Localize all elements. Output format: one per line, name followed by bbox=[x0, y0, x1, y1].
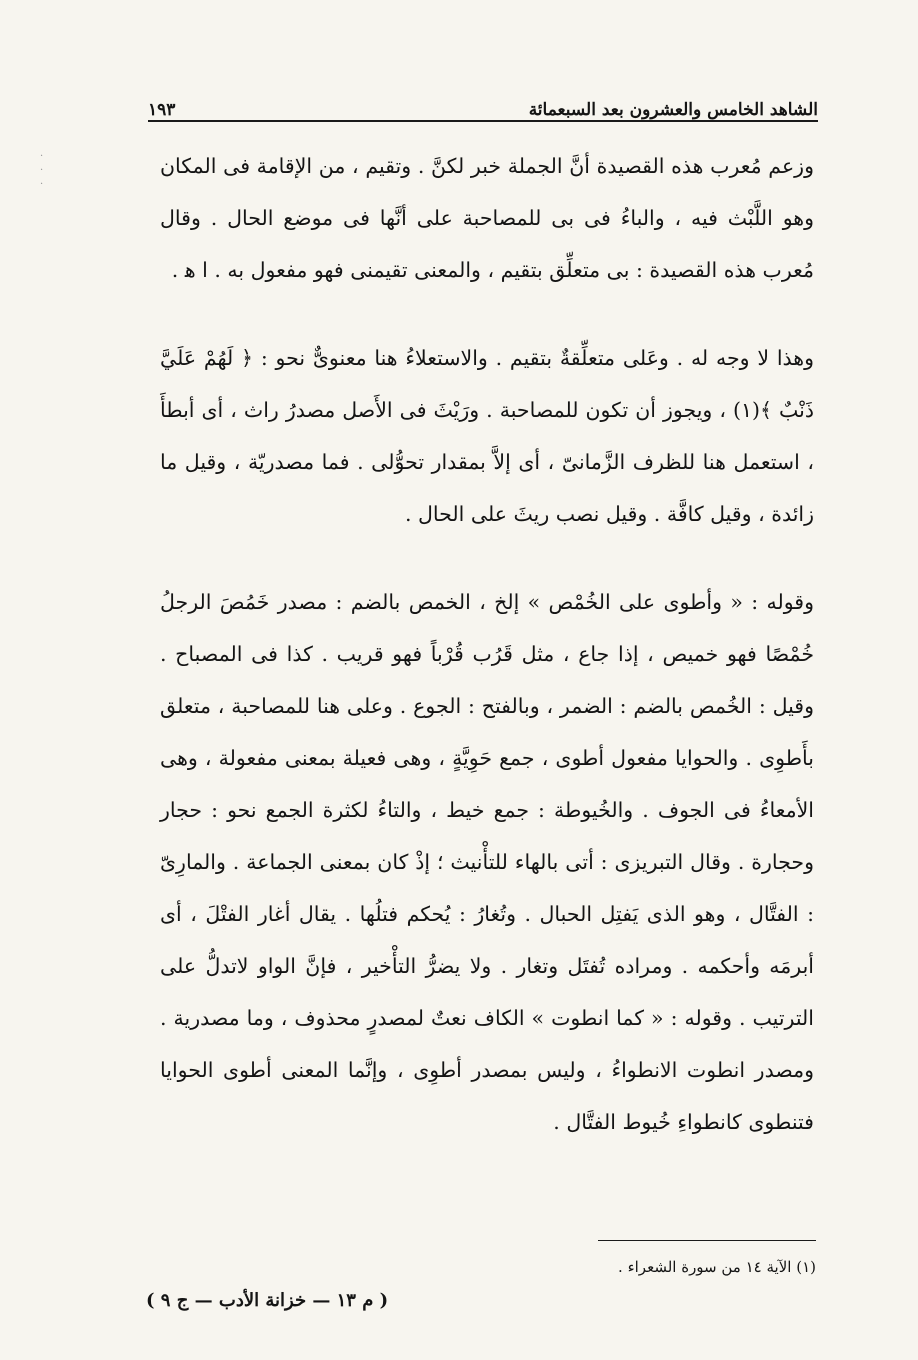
paragraph-2: وهذا لا وجه له . وعَلى متعلِّقةٌ بتقيم . والاستعلاءُ هنا معنوىٌّ نحو : ﴿ لَهُمْ عَلَيَّ ذَنْبٌ ﴾(١) ، ويجوز أن تكون للمصاحبة . ورَيْثَ فى الأَصل مصدرُ راث ، أى أبطأَ ، استعمل هنا للظرف الزَّمانىّ ، أى إلاَّ بمقدار تحوُّلى . فما مصدريّة ، وقيل ما زائدة ، وقيل كافَّة . وقيل نصب ريثَ على الحال . bbox=[160, 346, 814, 526]
page-header bbox=[148, 86, 818, 120]
footnote-rule bbox=[598, 1240, 816, 1241]
paragraph-3: وقوله : « وأطوى على الخُمْص » إلخ ، الخمص بالضم : مصدر خَمُصَ الرجلُ خُمْصًا فهو خميص ، إذا جاع ، مثل قَرُب قُرْباً فهو قريب . كذا فى المصباح . وقيل : الخُمص بالضم : الضمر ، وبالفتح : الجوع . وعلى هنا للمصاحبة ، متعلق بأَطوِى . والحوايا مفعول أطوى ، جمع حَوِيَّةٍ ، وهى فعيلة بمعنى مفعولة ، وهى الأمعاءُ فى الجوف . والخُيوطة : جمع خيط ، والتاءُ لكثرة الجمع نحو : حجار وحجارة . وقال التبريزى : أتى بالهاء للتأْنيث ؛ إذْ كان بمعنى الجماعة . والمارِىّ : الفتَّال ، وهو الذى يَفتِل الحبال . وتُغارُ : يُحكم فتلُها . يقال أغار الفتْلَ ، أى أبرمَه وأحكمه . ومراده تُفتَل وتغار . ولا يضرُّ التأْخير ، فإنَّ الواو لاتدلُّ على الترتيب . وقوله : « كما انطوت » الكاف نعتٌ لمصدرٍ محذوف ، وما مصدرية . ومصدر انطوت الانطواءُ ، وليس بمصدر أطوِى ، وإنَّما المعنى أطوى الحوايا فتنطوى كانطواءِ خُيوط الفتَّال . bbox=[160, 590, 814, 1134]
main-text bbox=[160, 140, 814, 1148]
paragraph-1: وزعم مُعرب هذه القصيدة أنَّ الجملة خبر لكنَّ . وتقيم ، من الإقامة فى المكان وهو اللَّبْث فيه ، والباءُ فى بى للمصاحبة على أنَّها فى موضع الحال . وقال مُعرب هذه القصيدة : بى متعلِّق بتقيم ، والمعنى تقيمنى فهو مفعول به . ا ﻫ . bbox=[160, 154, 814, 282]
page-number: ١٩٣ bbox=[148, 100, 176, 120]
running-title: الشاهد الخامس والعشرون بعد السبعمائة bbox=[528, 100, 818, 120]
printer-signature: ( م ١٣ — خزانة الأدب — ج ٩ ) bbox=[146, 1290, 389, 1311]
header-rule bbox=[148, 120, 818, 122]
margin-specks: · · · bbox=[40, 151, 44, 190]
footnote: (١) الآية ١٤ من سورة الشعراء . bbox=[618, 1258, 816, 1276]
